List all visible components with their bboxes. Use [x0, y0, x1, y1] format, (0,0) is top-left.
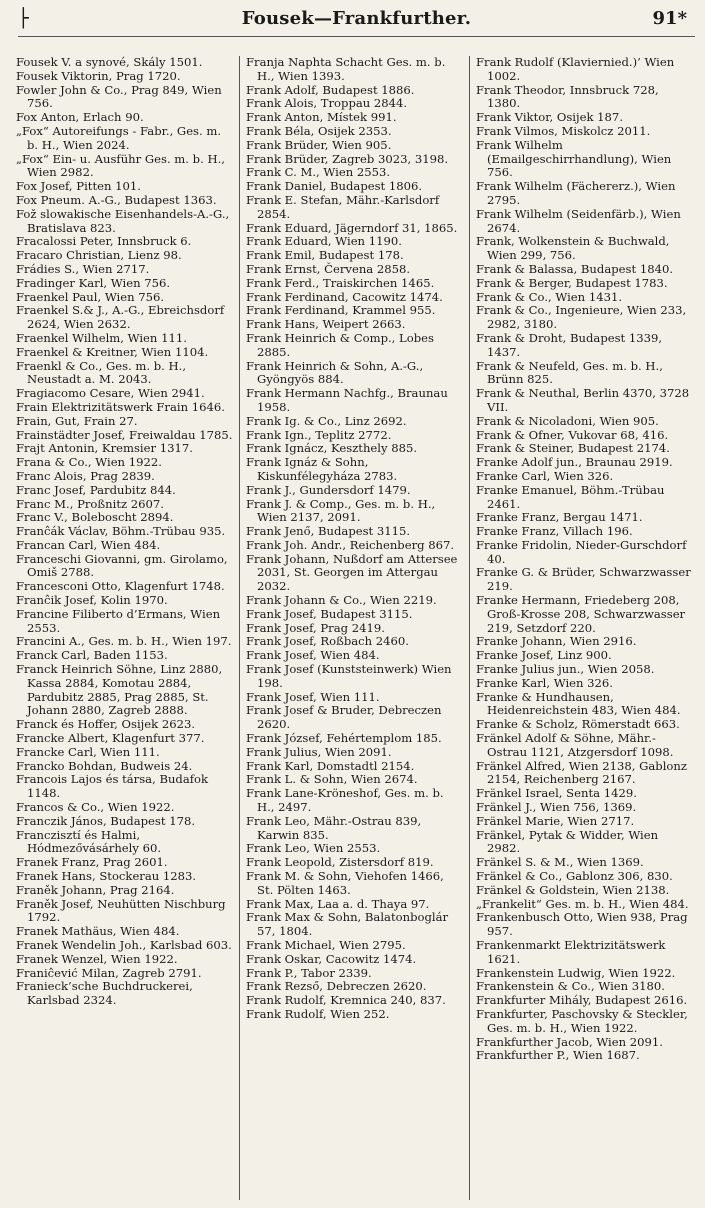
column-middle	[239, 56, 469, 1200]
directory-entry: Frank Brüder, Wien 905.	[246, 137, 392, 152]
directory-entry: Franiĉević Milan, Zagreb 2791.	[16, 965, 202, 980]
directory-entry: Frank Theodor, Innsbruck 728, 1380.	[476, 82, 659, 111]
directory-entry: Frank Béla, Osijek 2353.	[246, 123, 392, 138]
directory-entry: Frain Elektrizitätswerk Frain 1646.	[16, 399, 225, 414]
directory-entry: Franek Wenzel, Wien 1922.	[16, 951, 178, 966]
directory-entry: Frank J. & Comp., Ges. m. b. H., Wien 2137, 2091.	[246, 496, 436, 525]
directory-entry: Francke Albert, Klagenfurt 377.	[16, 731, 205, 746]
directory-entry: Fränkel Adolf & Söhne, Mähr.-Ostrau 1121, Atzgersdorf 1098.	[476, 731, 674, 759]
page-header	[18, 6, 695, 37]
directory-entry: Frank Heinrich & Comp., Lobes 2885.	[246, 330, 434, 359]
page-number: 91*	[652, 8, 687, 29]
directory-entry: Fox Anton, Erlach 90.	[16, 110, 144, 125]
directory-entry: Frank Wilhelm (Fächererz.), Wien 2795.	[476, 179, 676, 207]
directory-columns	[10, 56, 699, 1200]
directory-entry: Frank P., Tabor 2339.	[246, 965, 372, 980]
directory-entry: Fracalossi Peter, Innsbruck 6.	[16, 234, 192, 249]
directory-entry: Frain, Gut, Frain 27.	[16, 413, 138, 428]
directory-entry: Frank Alois, Troppau 2844.	[246, 96, 408, 111]
directory-entry: Fraenkel S.& J., A.-G., Ebreichsdorf 2624, Wien 2632.	[16, 303, 225, 332]
directory-entry: Frank Johann, Nußdorf am Attersee 2031, St. Georgen im Attergau 2032.	[246, 551, 458, 594]
directory-entry: Frank & Droht, Budapest 1339, 1437.	[476, 330, 663, 359]
directory-entry: Frankfurter, Paschovsky & Steckler, Ges. m. b. H., Wien 1922.	[476, 1006, 688, 1035]
directory-entry: Frank Max & Sohn, Balatonboglár 57, 1804.	[246, 910, 449, 939]
directory-entry: „Fox“ Autoreifungs - Fabr., Ges. m. b. H., Wien 2024.	[16, 123, 222, 152]
directory-entry: Franke Josef, Linz 900.	[476, 648, 612, 663]
directory-entry: Francos & Co., Wien 1922.	[16, 800, 175, 815]
directory-entry: Francke Carl, Wien 111.	[16, 744, 160, 759]
directory-entry: Frank Michael, Wien 2795.	[246, 938, 406, 952]
directory-entry: Fradinger Karl, Wien 756.	[16, 275, 171, 290]
directory-entry: Fränkel, Pytak & Widder, Wien 2982.	[476, 827, 659, 856]
directory-entry: Franek Franz, Prag 2601.	[16, 855, 168, 870]
directory-entry: Franěk Josef, Neuhütten Nischburg 1792.	[16, 896, 226, 925]
directory-entry: Franek Wendelin Joh., Karlsbad 603.	[16, 938, 232, 952]
directory-entry: Frank & Co., Wien 1431.	[476, 289, 623, 304]
directory-entry: Frank Adolf, Budapest 1886.	[246, 82, 415, 97]
directory-entry: Franke G. & Brüder, Schwarzwasser 219.	[476, 565, 691, 594]
directory-entry: Frank Josef, Wien 484.	[246, 648, 380, 663]
page-title: Fousek—Frankfurther.	[241, 8, 472, 29]
directory-entry: Frank Josef, Wien 111.	[246, 689, 380, 704]
directory-entry: Fox Josef, Pitten 101.	[16, 179, 141, 194]
directory-entry: Frank Max, Laa a. d. Thaya 97.	[246, 896, 430, 911]
directory-entry: Franieck’sche Buchdruckerei, Karlsbad 2324.	[16, 979, 193, 1008]
directory-entry: Franczik János, Budapest 178.	[16, 813, 196, 828]
directory-entry: Frankenbusch Otto, Wien 938, Prag 957.	[476, 910, 688, 939]
directory-entry: Fränkel Alfred, Wien 2138, Gablonz 2154, Reichenberg 2167.	[476, 758, 687, 787]
directory-entry: Frank Josef, Roßbach 2460.	[246, 634, 409, 649]
directory-entry: Franěk Johann, Prag 2164.	[16, 882, 175, 897]
directory-entry: Frank Ignáz & Sohn, Kiskunfélegyháza 2783.	[246, 455, 398, 483]
directory-entry: Franc M., Proßnitz 2607.	[16, 496, 164, 511]
directory-entry: Frank Vilmos, Miskolcz 2011.	[476, 123, 651, 138]
directory-entry: Franke & Scholz, Römerstadt 663.	[476, 717, 680, 732]
column-left	[10, 56, 239, 1200]
directory-entry: Frank Karl, Domstadtl 2154.	[246, 758, 415, 773]
directory-entry: Franc Josef, Pardubitz 844.	[16, 482, 176, 497]
directory-entry: Franke Franz, Villach 196.	[476, 524, 633, 539]
directory-entry: Franck Carl, Baden 1153.	[16, 648, 168, 663]
directory-entry: Franke Julius jun., Wien 2058.	[476, 662, 655, 677]
directory-entry: Frank & Berger, Budapest 1783.	[476, 275, 668, 290]
directory-entry: Fož slowakische Eisenhandels-A.-G., Bratislava 823.	[16, 206, 230, 235]
directory-entry: Frank Josef, Budapest 3115.	[246, 606, 413, 621]
directory-entry: Fraenkel Wilhelm, Wien 111.	[16, 330, 187, 345]
directory-entry: Frank Leopold, Zistersdorf 819.	[246, 855, 434, 870]
directory-entry: Fränkel & Co., Gablonz 306, 830.	[476, 869, 673, 884]
directory-entry: Frank Oskar, Cacowitz 1474.	[246, 951, 417, 966]
directory-entry: Frankfurther P., Wien 1687.	[476, 1048, 640, 1063]
directory-entry: Frankenmarkt Elektrizitätswerk 1621.	[476, 938, 666, 966]
directory-entry: Frank Jenő, Budapest 3115.	[246, 524, 411, 539]
directory-entry: Fracaro Christian, Lienz 98.	[16, 248, 182, 263]
directory-entry: Franc Alois, Prag 2839.	[16, 468, 155, 483]
directory-entry: Frank L. & Sohn, Wien 2674.	[246, 772, 418, 787]
directory-entry: Frank Ernst, Červena 2858.	[246, 261, 411, 276]
directory-entry: Frank M. & Sohn, Viehofen 1466, St. Pölten 1463.	[246, 869, 444, 897]
directory-entry: Franek Mathäus, Wien 484.	[16, 924, 180, 939]
directory-entry: Frank Eduard, Wien 1190.	[246, 234, 402, 249]
directory-entry: Frank & Co., Ingenieure, Wien 233, 2982, 3180.	[476, 303, 687, 332]
directory-entry: Franke Emanuel, Böhm.-Trübau 2461.	[476, 482, 665, 511]
directory-entry: Frank Brüder, Zagreb 3023, 3198.	[246, 151, 449, 166]
directory-entry: Franĉik Josef, Kolin 1970.	[16, 593, 168, 608]
directory-entry: Francan Carl, Wien 484.	[16, 537, 161, 552]
directory-entry: Frank Ig. & Co., Linz 2692.	[246, 413, 407, 428]
directory-entry: Frank Viktor, Osijek 187.	[476, 110, 623, 125]
directory-entry: Frank, Wolkenstein & Buchwald, Wien 299, 756.	[476, 234, 670, 263]
directory-entry: Fox Pneum. A.-G., Budapest 1363.	[16, 192, 217, 207]
directory-entry: Franceschi Giovanni, gm. Girolamo, Omiš 2788.	[16, 551, 228, 580]
directory-entry: Frank & Neufeld, Ges. m. b. H., Brünn 825.	[476, 358, 663, 387]
directory-entry: Frádies S., Wien 2717.	[16, 261, 150, 276]
directory-entry: Fränkel & Goldstein, Wien 2138.	[476, 882, 670, 897]
directory-entry: Frank Lane-Kröneshof, Ges. m. b. H., 2497.	[246, 786, 444, 815]
directory-entry: Franja Naphta Schacht Ges. m. b. H., Wien 1393.	[246, 56, 446, 83]
directory-entry: Frank Ign., Teplitz 2772.	[246, 427, 392, 442]
directory-entry: Fragiacomo Cesare, Wien 2941.	[16, 386, 205, 401]
directory-entry: Frank Heinrich & Sohn, A.-G., Gyöngyös 884.	[246, 358, 424, 387]
directory-entry: Franc V., Boleboscht 2894.	[16, 510, 174, 525]
directory-entry: Franck Heinrich Söhne, Linz 2880, Kassa 2884, Komotau 2884, Pardubitz 2885, Prag 2885, St. Johann 2880, Zagreb 2888.	[16, 662, 223, 718]
directory-entry: Frankfurther Jacob, Wien 2091.	[476, 1034, 663, 1049]
directory-entry: Frank Leo, Mähr.-Ostrau 839, Karwin 835.	[246, 813, 422, 842]
column-right	[469, 56, 699, 1200]
directory-entry: Frank Hans, Weipert 2663.	[246, 317, 406, 332]
directory-entry: Franke Fridolin, Nieder-Gurschdorf 40.	[476, 537, 687, 566]
directory-entry: Frank Julius, Wien 2091.	[246, 744, 392, 759]
directory-entry: Francois Lajos és társa, Budafok 1148.	[16, 772, 209, 801]
directory-entry: Francesconi Otto, Klagenfurt 1748.	[16, 579, 225, 594]
directory-entry: Fowler John & Co., Prag 849, Wien 756.	[16, 82, 222, 111]
directory-entry: Frank Joh. Andr., Reichenberg 867.	[246, 537, 455, 552]
directory-entry: Frank Johann & Co., Wien 2219.	[246, 593, 437, 608]
directory-entry: Fraenkl & Co., Ges. m. b. H., Neustadt a. M. 2043.	[16, 358, 187, 387]
directory-entry: Frank Josef (Kunststeinwerk) Wien 198.	[246, 662, 452, 690]
directory-entry: Frank Ferdinand, Cacowitz 1474.	[246, 289, 443, 304]
directory-entry: Frank E. Stefan, Mähr.-Karlsdorf 2854.	[246, 192, 440, 221]
directory-entry: Franczisztí és Halmi, Hódmezővásárhely 60.	[16, 827, 162, 856]
directory-entry: Fraenkel & Kreitner, Wien 1104.	[16, 344, 209, 359]
directory-entry: Frank Rudolf, Kremnica 240, 837.	[246, 993, 446, 1008]
directory-entry: Frank & Nicoladoni, Wien 905.	[476, 413, 659, 428]
directory-entry: Fränkel Israel, Senta 1429.	[476, 786, 637, 801]
directory-entry: Frank & Steiner, Budapest 2174.	[476, 441, 670, 456]
directory-entry: Frank J., Gundersdorf 1479.	[246, 482, 411, 497]
directory-entry: Frank Hermann Nachfg., Braunau 1958.	[246, 386, 448, 414]
directory-entry: Frank Anton, Místek 991.	[246, 110, 397, 125]
directory-entry: Frank & Neuthal, Berlin 4370, 3728 VII.	[476, 386, 690, 414]
directory-entry: Frank Ignácz, Keszthely 885.	[246, 441, 418, 456]
directory-entry: Franek Hans, Stockerau 1283.	[16, 869, 197, 884]
directory-entry: Frank & Ofner, Vukovar 68, 416.	[476, 427, 669, 442]
directory-entry: Frank Wilhelm (Seidenfärb.), Wien 2674.	[476, 206, 681, 235]
directory-entry: Franke Johann, Wien 2916.	[476, 634, 637, 649]
directory-entry: Francine Filiberto d’Ermans, Wien 2553.	[16, 606, 221, 635]
directory-entry: Franke Carl, Wien 326.	[476, 468, 614, 483]
directory-entry: Frankfurter Mihály, Budapest 2616.	[476, 993, 688, 1008]
directory-entry: Frainstädter Josef, Freiwaldau 1785.	[16, 427, 233, 442]
directory-entry: Fränkel S. & M., Wien 1369.	[476, 855, 644, 870]
directory-entry: Frank & Balassa, Budapest 1840.	[476, 261, 674, 276]
directory-entry: Frank József, Fehértemplom 185.	[246, 731, 442, 746]
directory-entry: Frank Rudolf (Klaviernied.)’ Wien 1002.	[476, 56, 675, 83]
directory-entry: Franke Adolf jun., Braunau 2919.	[476, 455, 673, 470]
directory-entry: Frankenstein & Co., Wien 3180.	[476, 979, 665, 994]
directory-entry: Frank Josef & Bruder, Debreczen 2620.	[246, 703, 442, 732]
directory-entry: Fousek V. a synové, Skály 1501.	[16, 56, 203, 69]
directory-entry: Frank Wilhelm (Emailgeschirrhandlung), Wien 756.	[476, 137, 672, 180]
directory-entry: Frank Rudolf, Wien 252.	[246, 1006, 390, 1021]
directory-entry: Frank Emil, Budapest 178.	[246, 248, 404, 263]
directory-entry: „Fox“ Ein- u. Ausführ Ges. m. b. H., Wien 2982.	[16, 151, 225, 180]
directory-entry: Fränkel J., Wien 756, 1369.	[476, 800, 637, 815]
directory-entry: Fousek Viktorin, Prag 1720.	[16, 68, 181, 83]
directory-entry: „Frankelit“ Ges. m. b. H., Wien 484.	[476, 896, 689, 911]
directory-entry: Franke Hermann, Friedeberg 208, Groß-Krosse 208, Schwarzwasser 219, Setzdorf 220.	[476, 593, 686, 635]
directory-entry: Frank Rezső, Debreczen 2620.	[246, 979, 427, 994]
directory-entry: Frank Ferdinand, Krammel 955.	[246, 303, 436, 318]
directory-entry: Frank Eduard, Jägerndorf 31, 1865.	[246, 220, 458, 235]
directory-entry: Frank Daniel, Budapest 1806.	[246, 179, 423, 194]
directory-entry: Franck és Hoffer, Osijek 2623.	[16, 717, 196, 732]
directory-entry: Frank Josef, Prag 2419.	[246, 620, 385, 635]
directory-entry: Frank Ferd., Traiskirchen 1465.	[246, 275, 435, 290]
directory-entry: Fraenkel Paul, Wien 756.	[16, 289, 165, 304]
directory-entry: Frana & Co., Wien 1922.	[16, 455, 162, 470]
header-left-mark: ├	[18, 8, 29, 29]
directory-entry: Frankenstein Ludwig, Wien 1922.	[476, 965, 676, 980]
directory-entry: Francini A., Ges. m. b. H., Wien 197.	[16, 634, 232, 649]
directory-entry: Frank C. M., Wien 2553.	[246, 165, 391, 180]
directory-entry: Franke Karl, Wien 326.	[476, 675, 613, 690]
directory-entry: Frank Leo, Wien 2553.	[246, 841, 381, 856]
directory-entry: Franke Franz, Bergau 1471.	[476, 510, 643, 525]
directory-entry: Francko Bohdan, Budweis 24.	[16, 758, 193, 773]
directory-entry: Frajt Antonin, Kremsier 1317.	[16, 441, 193, 456]
directory-entry: Franke & Hundhausen, Heidenreichstein 483, Wien 484.	[476, 689, 681, 718]
directory-entry: Fränkel Marie, Wien 2717.	[476, 813, 635, 828]
directory-entry: Franĉák Václav, Böhm.-Trübau 935.	[16, 524, 226, 539]
